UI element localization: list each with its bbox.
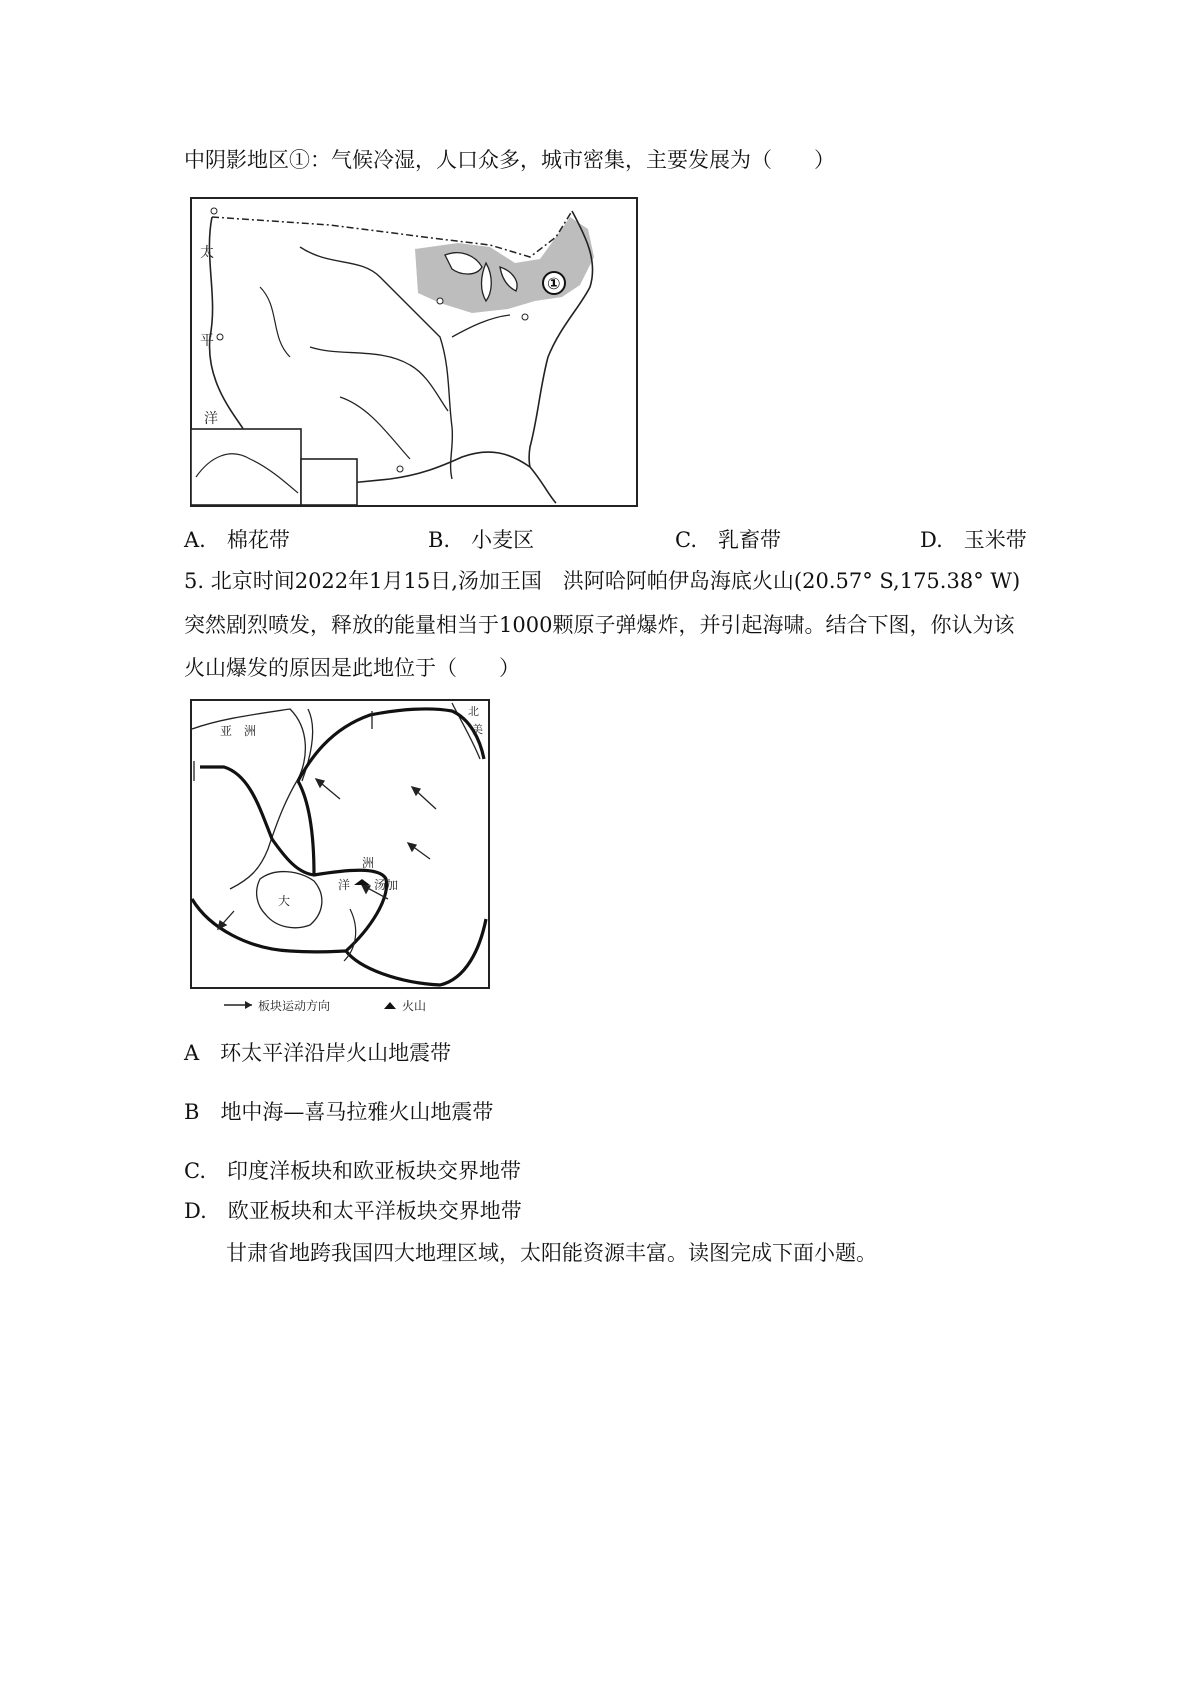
map-legend [224,998,426,1013]
marker-1: ① [547,274,561,293]
q4-option-a-text: 棉花带 [226,528,290,552]
q5-option-d-key: D. [184,1199,207,1223]
q4-option-b-key: B. [428,528,451,552]
legend-volcano-label: 火山 [402,999,427,1013]
q5-option-c-text: 印度洋板块和欧亚板块交界地带 [227,1159,521,1183]
next-questions-intro: 甘肃省地跨我国四大地理区域，太阳能资源丰富。读图完成下面小题。 [226,1241,877,1265]
q4-option-c-key: C. [675,528,697,552]
q4-option-a-key: A. [184,528,206,552]
q5-stem-line1: 5. 北京时间2022年1月15日,汤加王国 洪阿哈阿帕伊岛海底火山(20.57° S,175.38° W) [184,569,1021,593]
q5-option-c[interactable] [184,1156,521,1186]
q4-option-a[interactable] [184,525,290,555]
label-asia: 亚 洲 [220,724,257,738]
label-da: 大 [278,894,291,908]
q4-option-b[interactable] [428,525,534,555]
legend-volcano-icon [384,1002,396,1009]
q5-stem-line2: 突然剧烈喷发，释放的能量相当于1000颗原子弹爆炸，并引起海啸。结合下图，你认为该 [184,613,1015,637]
q4-stem-tail: 中阴影地区①：气候冷湿，人口众多，城市密集，主要发展为（ ） [184,148,835,172]
q5-option-b[interactable] [184,1097,493,1127]
q4-option-b-text: 小麦区 [471,528,535,552]
q4-option-d[interactable] [920,525,1027,555]
label-ping: 平 [200,333,214,349]
q5-option-b-key: B [184,1100,200,1124]
q4-option-d-text: 玉米带 [963,528,1027,552]
q5-option-d-text: 欧亚板块和太平洋板块交界地带 [227,1199,522,1223]
q5-option-b-text: 地中海—喜马拉雅火山地震带 [220,1100,494,1124]
q5-stem-line3: 火山爆发的原因是此地位于（ ） [184,656,520,680]
label-yang: 洋 [338,878,351,892]
label-yang: 洋 [204,411,218,427]
q5-option-a-key: A [184,1041,200,1065]
q4-option-c-text: 乳畜带 [718,528,781,552]
q4-option-d-key: D. [920,528,943,552]
pacific-plate-map-figure [190,699,490,1017]
q5-option-a-text: 环太平洋沿岸火山地震带 [220,1041,452,1065]
q5-option-c-key: C. [184,1159,206,1183]
legend-arrow-label: 板块运动方向 [258,999,331,1013]
q5-option-d[interactable] [184,1196,522,1226]
label-america: 美 [472,723,483,736]
label-north: 北 [468,705,479,718]
usa-map-figure [190,197,638,507]
label-zhou: 洲 [362,856,375,870]
q4-option-c[interactable] [675,525,781,555]
q5-option-a[interactable] [184,1038,451,1068]
label-tai: 太 [200,245,214,261]
label-tonga: 汤加 [374,878,399,892]
